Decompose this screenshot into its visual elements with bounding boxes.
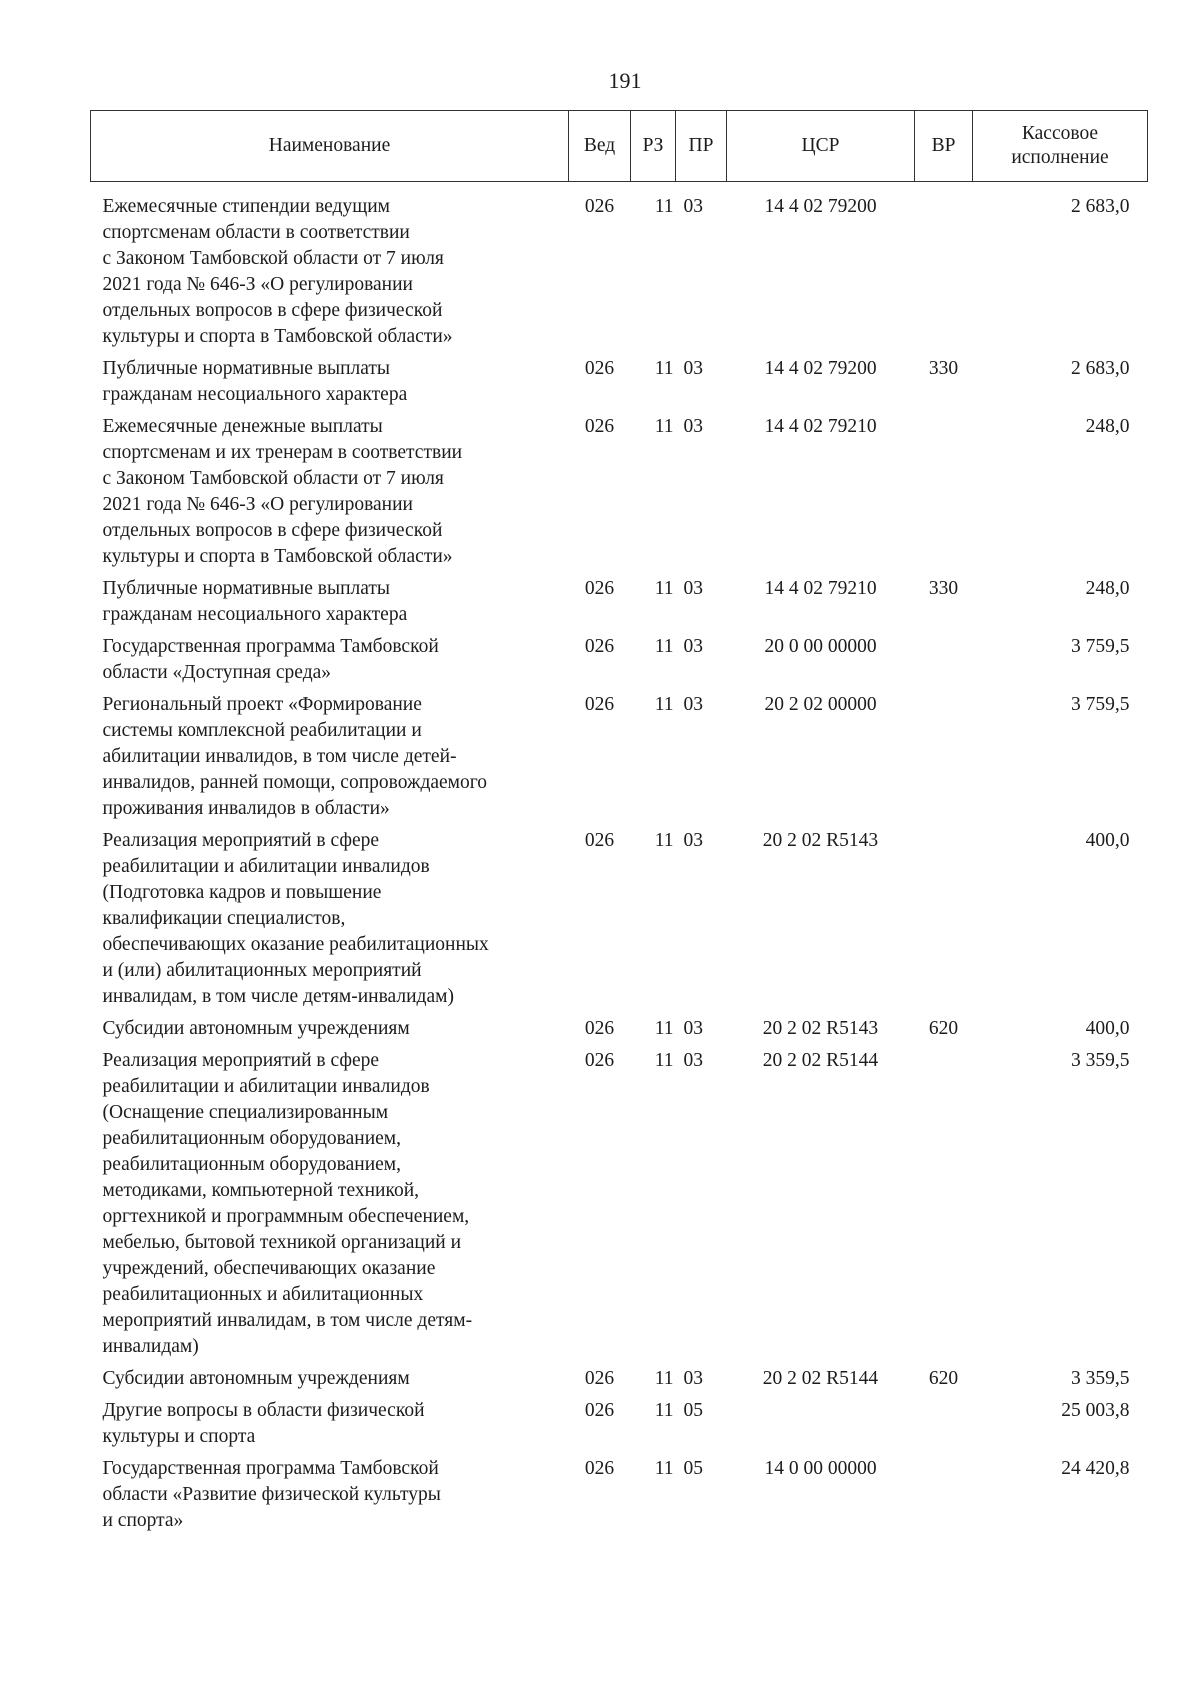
cell-pr [676,350,727,408]
cell-sum-text: 2 683,0 [1071,358,1130,379]
cell-csr [727,408,915,570]
cell-csr [727,1010,915,1042]
cell-pr-text: 03 [683,416,703,437]
cell-sum-text: 2 683,0 [1071,196,1130,217]
cell-name [91,822,569,1010]
cell-csr-text: 14 4 02 79200 [764,358,877,379]
header-name: Наименование [91,111,569,182]
cell-name [91,1392,569,1450]
cell-name-text: Реализация мероприятий в сфере реабилитации и абилитации инвалидов (Оснащение специализированным реабилитационным оборудованием, реабилитационным оборудованием, методиками, компьютерной техникой, оргтехникой и программным обеспечением, мебелью, бытовой техникой организаций и учреждений, обеспечивающих оказание реабилитационных и абилитационных мероприятий инвалидам, в том числе детям- инвалидам) [102,1050,473,1357]
cell-name-text: Другие вопросы в области физической культуры и спорта [102,1400,425,1447]
cell-name-text: Субсидии автономным учреждениям [102,1018,410,1039]
cell-csr-text: 14 4 02 79200 [764,196,877,217]
cell-sum [973,182,1148,351]
cell-vr-text: 620 [928,1018,959,1039]
cell-ved-text: 026 [584,196,615,217]
cell-ved-text: 026 [584,1050,615,1071]
cell-rz [631,350,676,408]
cell-sum [973,350,1148,408]
cell-pr [676,822,727,1010]
cell-csr-text: 14 4 02 79210 [764,578,877,599]
cell-name [91,1450,569,1534]
cell-csr [727,686,915,822]
cell-vr [915,408,973,570]
cell-vr-text: 620 [928,1368,959,1389]
cell-pr [676,1042,727,1360]
cell-ved [569,350,631,408]
cell-rz-text: 11 [654,1018,674,1039]
cell-pr-text: 03 [683,830,703,851]
cell-ved-text: 026 [584,358,615,379]
cell-vr [915,628,973,686]
cell-rz-text: 11 [654,636,674,657]
cell-pr-text: 03 [683,196,703,217]
cell-ved [569,1450,631,1534]
cell-csr [727,1450,915,1534]
cell-csr [727,822,915,1010]
cell-ved-text: 026 [584,1458,615,1479]
table-row [91,628,1148,686]
cell-sum-text: 25 003,8 [1061,1400,1130,1421]
cell-rz [631,1042,676,1360]
cell-sum-text: 3 759,5 [1071,636,1130,657]
cell-name [91,1010,569,1042]
header-csr: ЦСР [727,111,915,182]
cell-rz [631,408,676,570]
cell-rz [631,1392,676,1450]
cell-vr [915,1042,973,1360]
cell-rz [631,182,676,351]
cell-vr-text: 330 [928,578,959,599]
header-sum: Кассовое исполнение [973,111,1148,182]
cell-pr-text: 03 [683,358,703,379]
cell-csr-text: 20 2 02 R5143 [762,1018,879,1039]
cell-rz [631,570,676,628]
cell-sum-text: 3 359,5 [1071,1368,1130,1389]
cell-pr [676,182,727,351]
cell-pr-text: 03 [683,1018,703,1039]
cell-sum [973,570,1148,628]
cell-csr [727,1360,915,1392]
cell-vr [915,1010,973,1042]
cell-rz-text: 11 [654,830,674,851]
cell-ved [569,822,631,1010]
cell-vr [915,1450,973,1534]
cell-csr-text: 14 4 02 79210 [764,416,877,437]
table-body [91,182,1148,1535]
cell-pr-text: 03 [683,578,703,599]
cell-rz [631,686,676,822]
cell-pr-text: 03 [683,694,703,715]
table-row [91,686,1148,822]
cell-pr-text: 05 [683,1458,703,1479]
cell-ved [569,1360,631,1392]
cell-ved-text: 026 [584,694,615,715]
cell-csr [727,182,915,351]
table-row [91,1450,1148,1534]
cell-csr-text: 20 2 02 00000 [764,694,877,715]
cell-csr [727,350,915,408]
cell-rz-text: 11 [654,694,674,715]
cell-pr-text: 05 [683,1400,703,1421]
budget-table [90,110,1148,1534]
cell-csr [727,1392,915,1450]
cell-ved [569,570,631,628]
cell-rz-text: 11 [654,1050,674,1071]
table-row [91,1010,1148,1042]
cell-sum-text: 400,0 [1085,830,1130,851]
cell-pr [676,628,727,686]
cell-rz [631,1010,676,1042]
cell-csr-text: 20 2 02 R5144 [762,1368,879,1389]
header-ved: Вед [569,111,631,182]
cell-name-text: Реализация мероприятий в сфере реабилитации и абилитации инвалидов (Подготовка кадров и повышение квалификации специалистов, обеспечивающих оказание реабилитационных и (или) абилитационных мероприятий инвалидам, в том числе детям-инвалидам) [102,830,489,1007]
cell-rz-text: 11 [654,416,674,437]
cell-pr [676,1360,727,1392]
cell-name-text: Публичные нормативные выплаты гражданам несоциального характера [102,578,408,625]
cell-sum [973,686,1148,822]
cell-rz-text: 11 [654,1458,674,1479]
cell-vr [915,1392,973,1450]
cell-pr [676,1392,727,1450]
cell-sum [973,628,1148,686]
cell-csr-text: 20 2 02 R5144 [762,1050,879,1071]
cell-csr [727,628,915,686]
cell-pr [676,686,727,822]
cell-name [91,686,569,822]
cell-ved-text: 026 [584,1018,615,1039]
cell-sum-text: 400,0 [1085,1018,1130,1039]
cell-ved [569,1010,631,1042]
table-row [91,182,1148,351]
cell-ved-text: 026 [584,416,615,437]
cell-pr [676,1450,727,1534]
page-number: 191 [608,68,642,93]
cell-ved [569,182,631,351]
cell-ved-text: 026 [584,1400,615,1421]
table-row [91,350,1148,408]
cell-name-text: Ежемесячные денежные выплаты спортсменам и их тренерам в соответствии с Законом Тамбовской области от 7 июля 2021 года № 646-З «О регулировании отдельных вопросов в сфере физической культуры и спорта в Тамбовской области» [102,416,463,567]
cell-ved [569,1392,631,1450]
cell-pr-text: 03 [683,1368,703,1389]
table-row [91,1360,1148,1392]
cell-sum [973,1450,1148,1534]
cell-csr [727,570,915,628]
cell-csr-text: 14 0 00 00000 [764,1458,877,1479]
cell-vr [915,686,973,822]
cell-sum [973,822,1148,1010]
cell-ved-text: 026 [584,578,615,599]
cell-vr [915,350,973,408]
cell-ved [569,408,631,570]
cell-rz-text: 11 [654,358,674,379]
cell-name [91,182,569,351]
cell-rz [631,822,676,1010]
table-row [91,570,1148,628]
cell-name-text: Публичные нормативные выплаты гражданам несоциального характера [102,358,408,405]
cell-pr-text: 03 [683,1050,703,1071]
cell-pr [676,408,727,570]
cell-name-text: Региональный проект «Формирование системы комплексной реабилитации и абилитации инвалидов, в том числе детей- инвалидов, ранней помощи, сопровождаемого проживания инвалидов в области» [102,694,488,819]
header-vr: ВР [915,111,973,182]
cell-rz-text: 11 [654,1368,674,1389]
cell-rz-text: 11 [654,578,674,599]
cell-vr [915,1360,973,1392]
cell-ved-text: 026 [584,830,615,851]
cell-pr [676,570,727,628]
cell-name [91,628,569,686]
cell-name [91,570,569,628]
cell-sum-text: 3 759,5 [1071,694,1130,715]
cell-ved [569,686,631,822]
table-row [91,822,1148,1010]
cell-rz [631,1450,676,1534]
cell-ved-text: 026 [584,636,615,657]
cell-sum-text: 3 359,5 [1071,1050,1130,1071]
cell-name [91,408,569,570]
cell-vr-text: 330 [928,358,959,379]
header-rz: РЗ [631,111,676,182]
cell-name [91,350,569,408]
cell-sum [973,1042,1148,1360]
cell-name [91,1360,569,1392]
cell-vr [915,570,973,628]
cell-vr [915,822,973,1010]
cell-name-text: Государственная программа Тамбовской области «Развитие физической культуры и спорта» [102,1458,441,1531]
cell-sum [973,1010,1148,1042]
cell-sum-text: 248,0 [1085,416,1130,437]
table-header [91,111,1148,182]
cell-ved [569,1042,631,1360]
cell-rz [631,1360,676,1392]
cell-rz-text: 11 [654,196,674,217]
cell-vr [915,182,973,351]
table-row [91,408,1148,570]
cell-csr-text: 20 2 02 R5143 [762,830,879,851]
cell-name-text: Государственная программа Тамбовской области «Доступная среда» [102,636,439,683]
cell-rz-text: 11 [654,1400,674,1421]
cell-name-text: Субсидии автономным учреждениям [102,1368,410,1389]
cell-sum [973,1392,1148,1450]
cell-name-text: Ежемесячные стипендии ведущим спортсменам области в соответствии с Законом Тамбовской области от 7 июля 2021 года № 646-З «О регулировании отдельных вопросов в сфере физической культуры и спорта в Тамбовской области» [102,196,453,347]
cell-csr-text: 20 0 00 00000 [764,636,877,657]
header-pr: ПР [676,111,727,182]
cell-name [91,1042,569,1360]
cell-sum-text: 24 420,8 [1061,1458,1130,1479]
cell-pr [676,1010,727,1042]
table-row [91,1392,1148,1450]
table-row [91,1042,1148,1360]
cell-csr [727,1042,915,1360]
cell-sum-text: 248,0 [1085,578,1130,599]
cell-sum [973,408,1148,570]
cell-rz [631,628,676,686]
cell-pr-text: 03 [683,636,703,657]
cell-ved-text: 026 [584,1368,615,1389]
cell-sum [973,1360,1148,1392]
cell-ved [569,628,631,686]
